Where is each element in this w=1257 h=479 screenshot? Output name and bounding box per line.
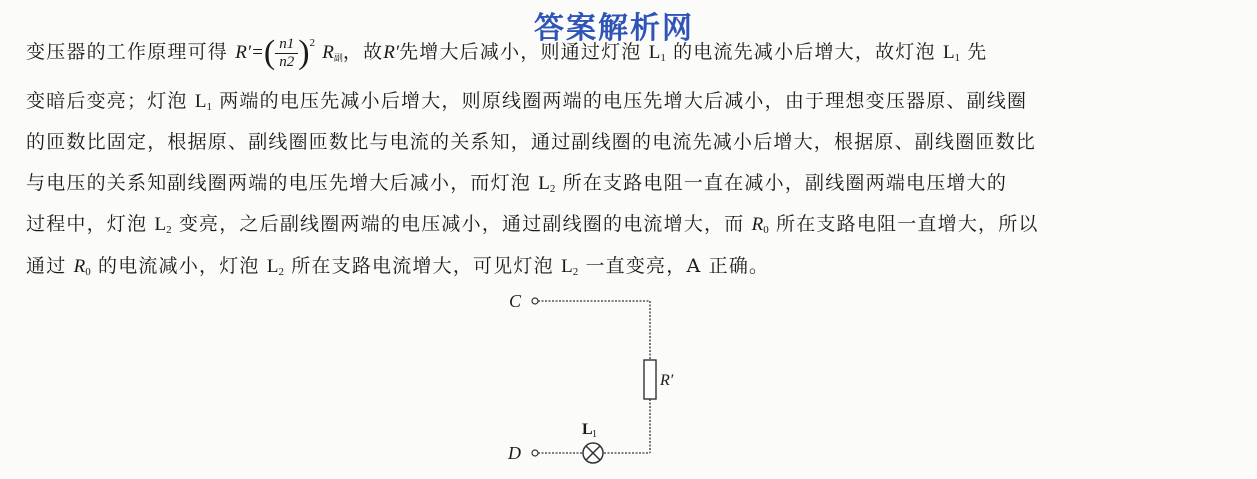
lamp-symbol: $L_2$ [266, 256, 284, 278]
watermark-logo: 答案解析网 [534, 11, 694, 46]
text-segment: 的电流减小，灯泡 [98, 255, 260, 277]
resistor-symbol: $R_0$ [73, 256, 91, 278]
text-segment: 所在支路电流增大，可见灯泡 [291, 255, 554, 277]
text-segment: 先 [967, 41, 988, 63]
text-segment: 一直变亮，A 正确。 [585, 255, 770, 277]
text-segment: 所在支路电阻一直在减小，副线圈两端电压增大的 [562, 172, 1008, 194]
text-segment: 所在支路电阻一直增大，所以 [776, 213, 1039, 235]
resistor-symbol: $R_0$ [751, 214, 769, 236]
terminal-c-dot [532, 298, 538, 304]
text-segment: 与电压的关系知副线圈两端的电压先增大后减小，而灯泡 [26, 172, 532, 194]
lamp-symbol: $L_2$ [561, 256, 579, 278]
text-segment: ，故 [342, 41, 384, 63]
paren-right: ) [298, 34, 310, 71]
lamp-label: L [582, 421, 593, 438]
text-segment: 变暗后变亮；灯泡 [26, 90, 188, 112]
text-segment: 先增大后减小，则通过灯泡 [399, 41, 642, 63]
paren-left: ( [263, 34, 276, 71]
lamp-symbol: $L_2$ [154, 214, 172, 236]
text-segment: 变亮，之后副线圈两端的电压减小，通过副线圈的电流增大，而 [178, 213, 745, 235]
text-segment: 通过 [26, 255, 67, 277]
denominator: n2 [279, 53, 295, 70]
lamp-symbol: $L_1$ [648, 42, 666, 64]
numerator: n1 [279, 35, 295, 52]
lamp-symbol: $L_1$ [194, 91, 212, 113]
lamp-symbol: $L_2$ [538, 173, 556, 195]
formula-r-secondary: $R_副$ [322, 42, 343, 64]
text-segment: 的匝数比固定，根据原、副线圈匝数比与电流的关系知，通过副线圈的电流先减小后增大，根据原、副线圈匝数比 [26, 131, 1037, 153]
text-segment: 变压器的工作原理可得 [26, 41, 229, 63]
exponent: 2 [309, 37, 316, 49]
terminal-d-dot [532, 450, 538, 456]
formula-rprime: R′ [383, 42, 400, 63]
text-segment: 两端的电压先减小后增大，则原线圈两端的电压先增大后减小，由于理想变压器原、副线圈 [219, 90, 1028, 112]
text-segment: 的电流先减小后增大，故灯泡 [673, 41, 936, 63]
resistor-label: R′ [660, 372, 674, 389]
resistor-rprime [644, 360, 656, 399]
terminal-d-label: D [508, 443, 521, 463]
lamp-symbol: $L_1$ [942, 42, 961, 64]
lamp-l1-icon [583, 443, 603, 463]
lamp-label-sub: 1 [592, 429, 597, 440]
text-segment: 过程中，灯泡 [26, 213, 148, 235]
terminal-c-label: C [509, 291, 522, 311]
formula-rprime: R′= [235, 42, 264, 63]
